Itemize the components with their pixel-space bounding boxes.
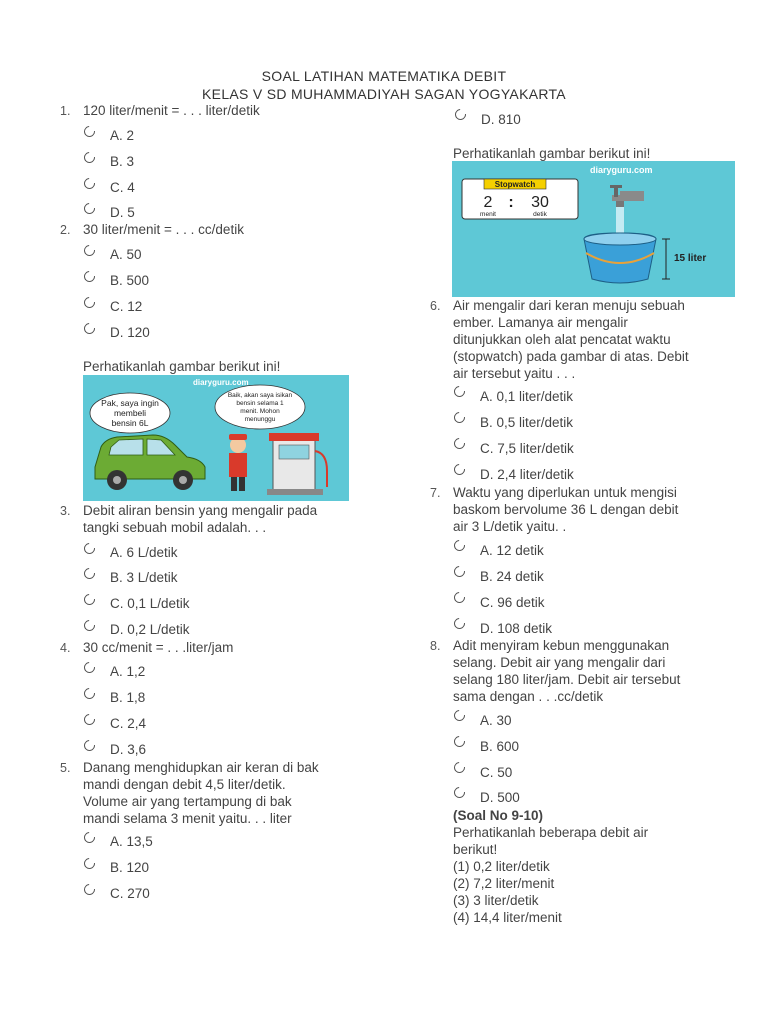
radio-icon[interactable]	[452, 410, 467, 425]
question-6-line: air tersebut yaitu . . .	[453, 366, 576, 381]
radio-icon[interactable]	[452, 590, 467, 605]
radio-icon[interactable]	[452, 538, 467, 553]
question-5-line: mandi selama 3 menit yaitu. . . liter	[83, 811, 292, 826]
radio-icon[interactable]	[82, 243, 97, 258]
stopwatch-seconds: 30	[531, 194, 549, 211]
question-3-line: Debit aliran bensin yang mengalir pada	[83, 503, 318, 518]
question-5-line: mandi dengan debit 4,5 liter/detik.	[83, 777, 286, 792]
section-line: berikut!	[453, 842, 498, 857]
stopwatch-bucket-illustration	[452, 161, 735, 297]
question-8-line: sama dengan . . .cc/detik	[453, 689, 604, 704]
question-5-line: Volume air yang tertampung di bak	[83, 794, 292, 809]
question-number: 3.	[60, 504, 71, 518]
question-number: 7.	[430, 486, 441, 500]
question-7-line: air 3 L/detik yaitu. .	[453, 519, 567, 534]
radio-icon[interactable]	[82, 295, 97, 310]
question-number: 2.	[60, 223, 71, 237]
debit-item-4: (4) 14,4 liter/menit	[453, 910, 562, 925]
radio-icon[interactable]	[452, 785, 467, 800]
radio-icon[interactable]	[82, 176, 97, 191]
radio-icon[interactable]	[82, 856, 97, 871]
question-number: 6.	[430, 299, 441, 313]
question-5-line: Danang menghidupkan air keran di bak	[83, 760, 319, 775]
radio-icon[interactable]	[82, 201, 97, 216]
radio-icon[interactable]	[82, 882, 97, 897]
bubble-left-line: membeli	[113, 408, 147, 418]
bucket-icon	[584, 233, 656, 283]
question-6-line: ember. Lamanya air mengalir	[453, 315, 628, 330]
radio-icon[interactable]	[82, 712, 97, 727]
radio-icon[interactable]	[452, 462, 467, 477]
question-number: 4.	[60, 641, 71, 655]
picture-instruction: Perhatikanlah gambar berikut ini!	[453, 146, 651, 161]
radio-icon[interactable]	[82, 660, 97, 675]
radio-icon[interactable]	[82, 566, 97, 581]
bucket-volume-label: 15 liter	[674, 253, 707, 264]
bubble-left-line: bensin 6L	[111, 418, 149, 428]
worksheet-subtitle: KELAS V SD MUHAMMADIYAH SAGAN YOGYAKARTA	[202, 86, 566, 102]
stopwatch-unit-seconds: detik	[533, 211, 547, 218]
bubble-left-line: Pak, saya ingin	[101, 398, 159, 408]
stopwatch-label: Stopwatch	[494, 180, 536, 189]
worksheet-title: SOAL LATIHAN MATEMATIKA DEBIT	[261, 68, 507, 84]
faucet-icon	[610, 185, 644, 207]
radio-icon[interactable]	[453, 107, 468, 122]
radio-icon[interactable]	[452, 708, 467, 723]
question-6-line: Air mengalir dari keran menuju sebuah	[453, 298, 685, 313]
question-4-text: 30 cc/menit = . . .liter/jam	[83, 640, 234, 655]
radio-icon[interactable]	[452, 616, 467, 631]
stopwatch-minutes: 2	[483, 194, 493, 211]
stopwatch-separator: :	[508, 194, 514, 211]
radio-icon[interactable]	[452, 734, 467, 749]
watermark-text: diaryguru.com	[590, 165, 653, 175]
radio-icon[interactable]	[452, 760, 467, 775]
radio-icon[interactable]	[82, 321, 97, 336]
radio-icon[interactable]	[82, 618, 97, 633]
radio-icon[interactable]	[82, 124, 97, 139]
question-3-line: tangki sebuah mobil adalah. . .	[83, 520, 267, 535]
question-8-line: selang. Debit air yang mengalir dari	[453, 655, 666, 670]
question-8-line: Adit menyiram kebun menggunakan	[453, 638, 670, 653]
bubble-right-line: Baik, akan saya isikan	[227, 392, 293, 399]
question-8-line: selang 180 liter/jam. Debit air tersebut	[453, 672, 681, 687]
radio-icon[interactable]	[452, 384, 467, 399]
fuel-pump-icon	[267, 433, 327, 495]
question-6-line: ditunjukkan oleh alat pencatat waktu	[453, 332, 671, 347]
stopwatch-unit-minutes: menit	[480, 211, 496, 218]
bubble-right-line: menit. Mohon	[240, 408, 280, 415]
radio-icon[interactable]	[82, 269, 97, 284]
question-7-line: baskom bervolume 36 L dengan debit	[453, 502, 679, 517]
radio-icon[interactable]	[82, 541, 97, 556]
gas-station-picture	[83, 375, 349, 501]
radio-icon[interactable]	[82, 592, 97, 607]
section-line: Perhatikanlah beberapa debit air	[453, 825, 649, 840]
car-icon	[95, 435, 205, 490]
picture-instruction: Perhatikanlah gambar berikut ini!	[83, 359, 281, 374]
gas-station-illustration	[83, 375, 349, 501]
debit-item-3: (3) 3 liter/detik	[453, 893, 539, 908]
attendant-icon	[229, 434, 247, 491]
debit-item-2: (2) 7,2 liter/menit	[453, 876, 555, 891]
radio-icon[interactable]	[82, 150, 97, 165]
radio-icon[interactable]	[452, 436, 467, 451]
question-2-text: 30 liter/menit = . . . cc/detik	[83, 222, 244, 237]
radio-icon[interactable]	[82, 830, 97, 845]
bubble-right-line: menunggu	[244, 416, 276, 423]
debit-item-1: (1) 0,2 liter/detik	[453, 859, 550, 874]
radio-icon[interactable]	[82, 686, 97, 701]
stopwatch-bucket-picture	[452, 161, 735, 297]
radio-icon[interactable]	[82, 738, 97, 753]
question-number: 5.	[60, 761, 71, 775]
bubble-right-line: bensin selama 1	[236, 400, 284, 407]
question-7-line: Waktu yang diperlukan untuk mengisi	[453, 485, 677, 500]
question-number: 8.	[430, 639, 441, 653]
question-6-line: (stopwatch) pada gambar di atas. Debit	[453, 349, 689, 364]
watermark-text: diaryguru.com	[193, 378, 249, 387]
question-number: 1.	[60, 104, 71, 118]
radio-icon[interactable]	[452, 564, 467, 579]
section-heading: (Soal No 9-10)	[453, 808, 544, 823]
question-1-text: 120 liter/menit = . . . liter/detik	[83, 103, 260, 118]
